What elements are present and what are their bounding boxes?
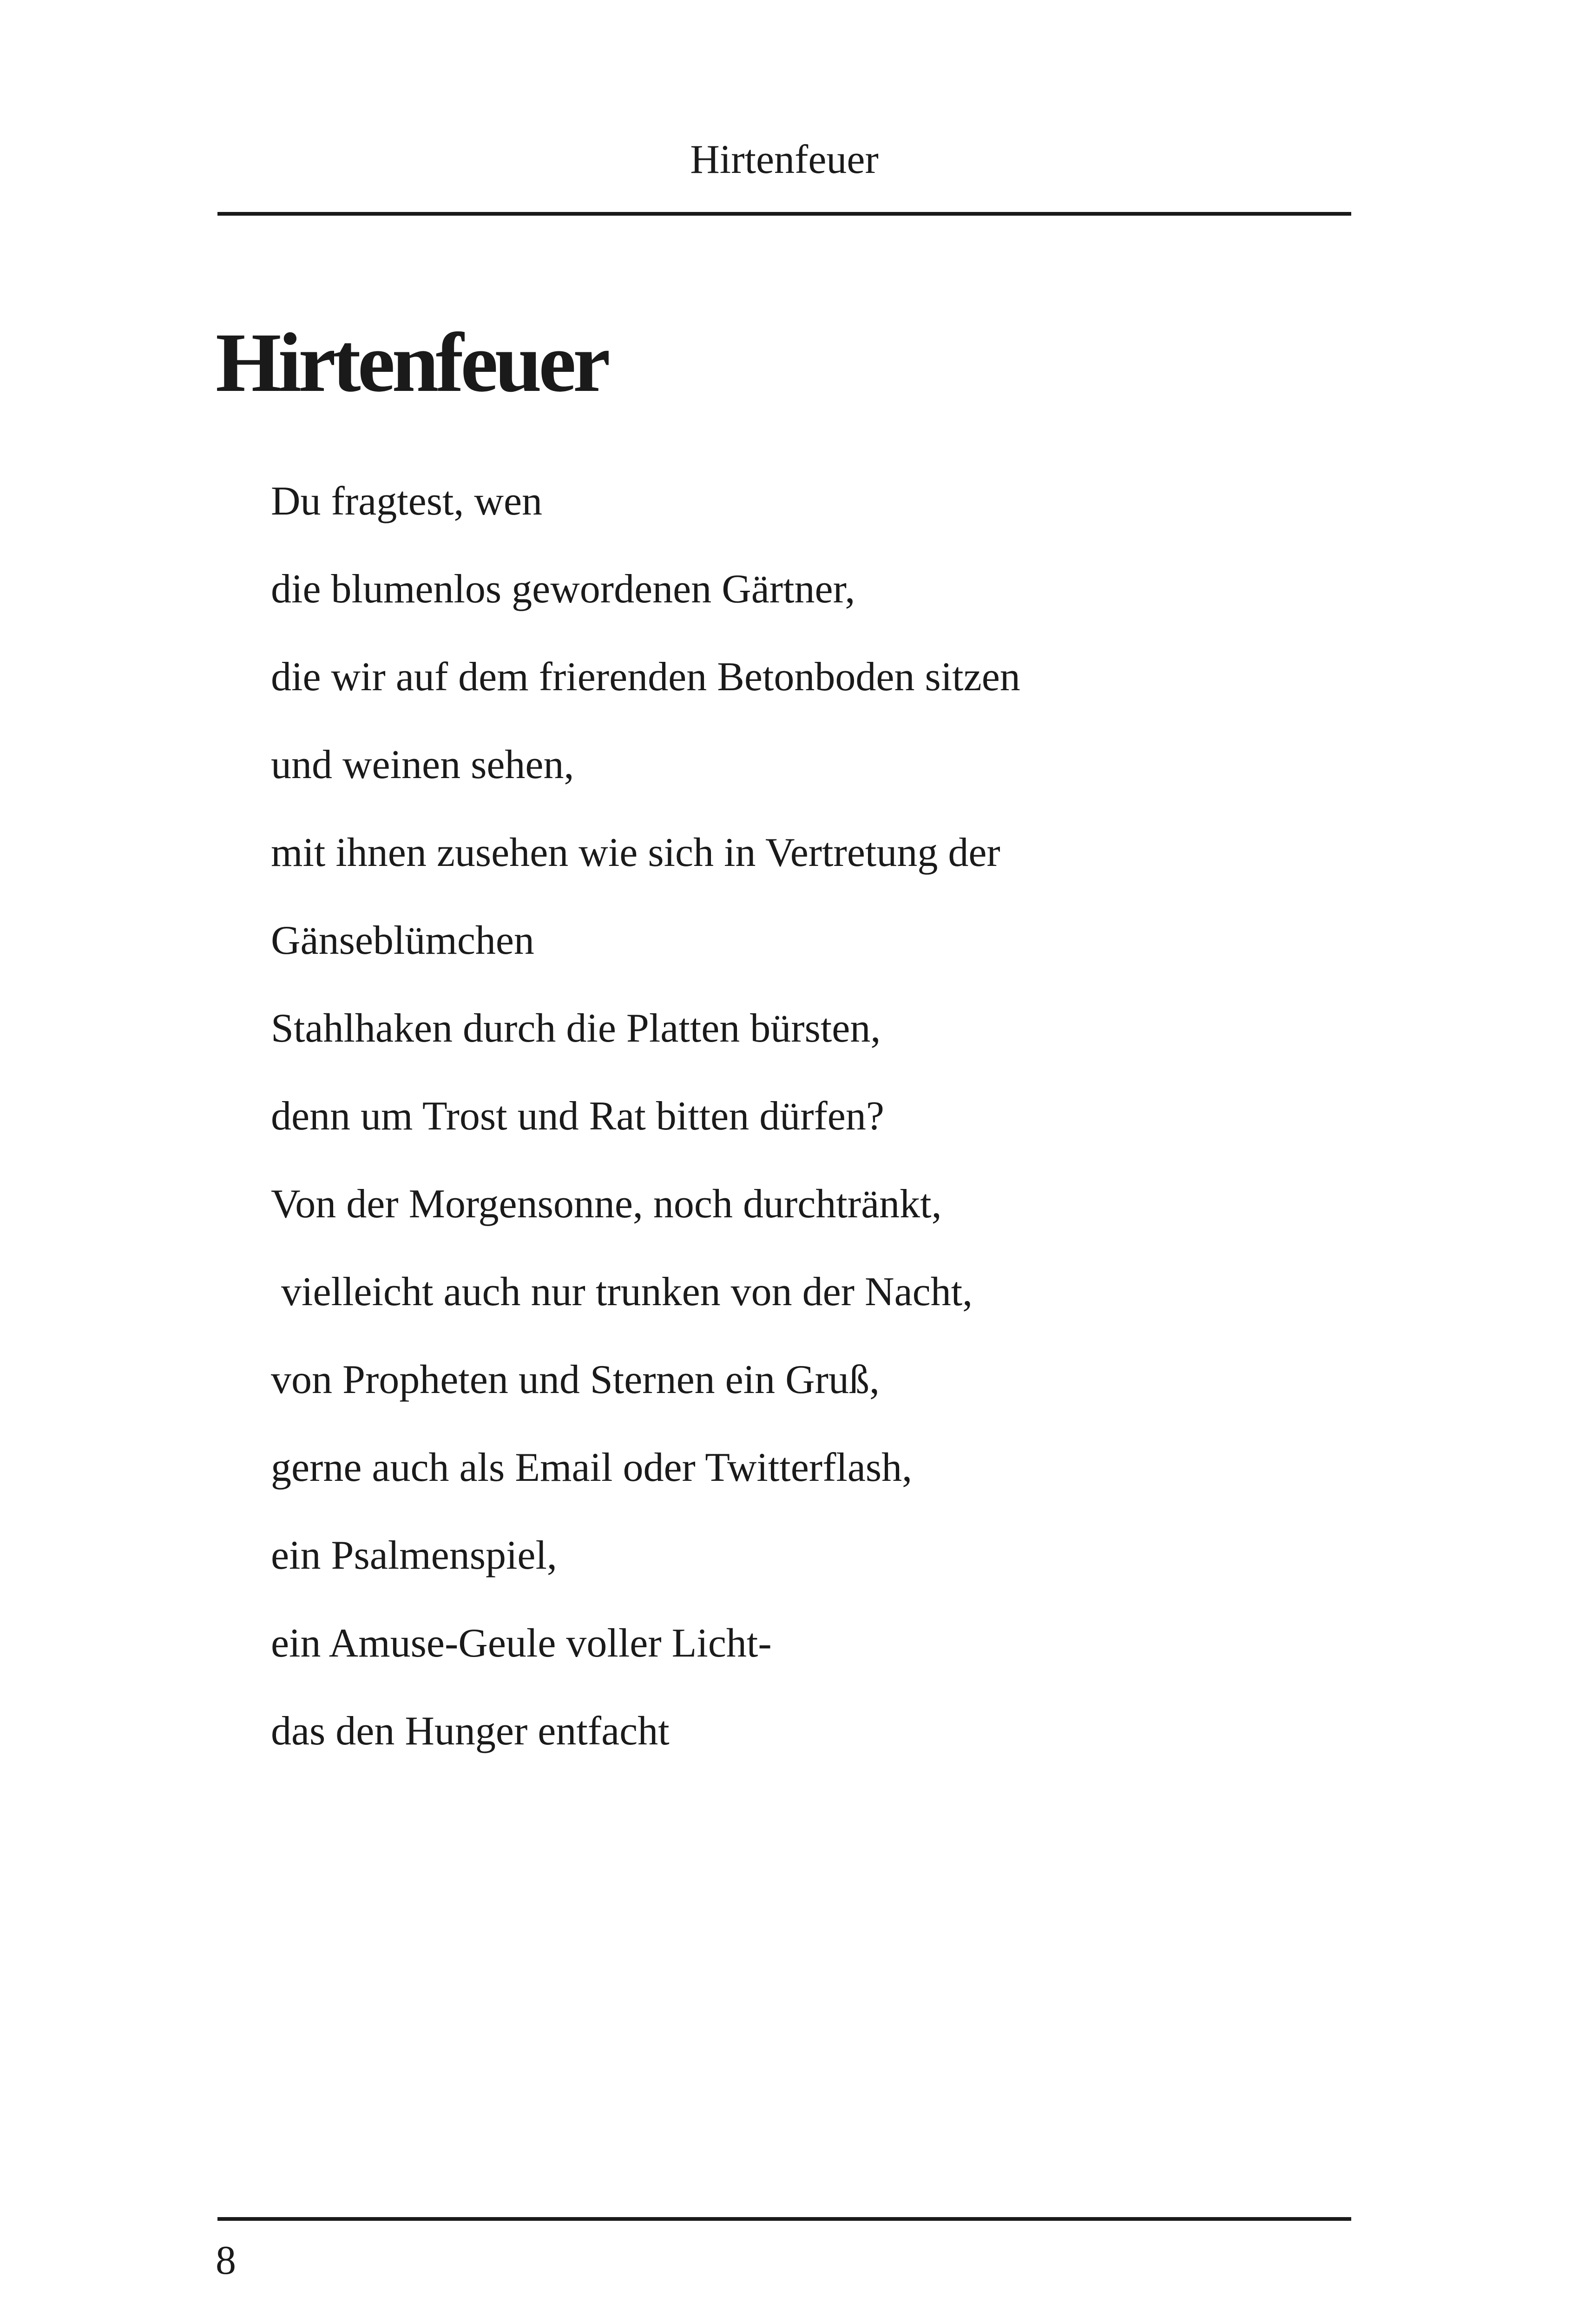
poem-line: das den Hunger entfacht [271, 1709, 670, 1754]
poem-line: ein Psalmenspiel, [271, 1533, 557, 1578]
running-header: Hirtenfeuer [690, 137, 879, 182]
poem-body [271, 457, 1020, 1775]
header-rule [217, 212, 1351, 216]
poem-line: Gänseblümchen [271, 918, 534, 963]
poem-line: ein Amuse-Geule voller Licht- [271, 1621, 772, 1666]
poem-line: Von der Morgensonne, noch durchtränkt, [271, 1182, 942, 1227]
poem-line: und weinen sehen, [271, 742, 574, 787]
poem-line: die blumenlos gewordenen Gärtner, [271, 567, 855, 612]
poem-line: die wir auf dem frierenden Betonboden sitzen [271, 654, 1020, 700]
footer-rule [217, 2217, 1351, 2221]
poem-line: vielleicht auch nur trunken von der Nacht, [271, 1269, 973, 1314]
poem-line: Stahlhaken durch die Platten bürsten, [271, 1006, 881, 1051]
poem-line: gerne auch als Email oder Twitterflash, [271, 1445, 913, 1490]
page-number: 8 [216, 2238, 236, 2283]
poem-title: Hirtenfeuer [216, 316, 607, 409]
poem-line: von Propheten und Sternen ein Gruß, [271, 1357, 880, 1402]
poem-line: denn um Trost und Rat bitten dürfen? [271, 1094, 884, 1139]
poem-line: mit ihnen zusehen wie sich in Vertretung der [271, 830, 1000, 875]
poem-line: Du fragtest, wen [271, 479, 543, 524]
